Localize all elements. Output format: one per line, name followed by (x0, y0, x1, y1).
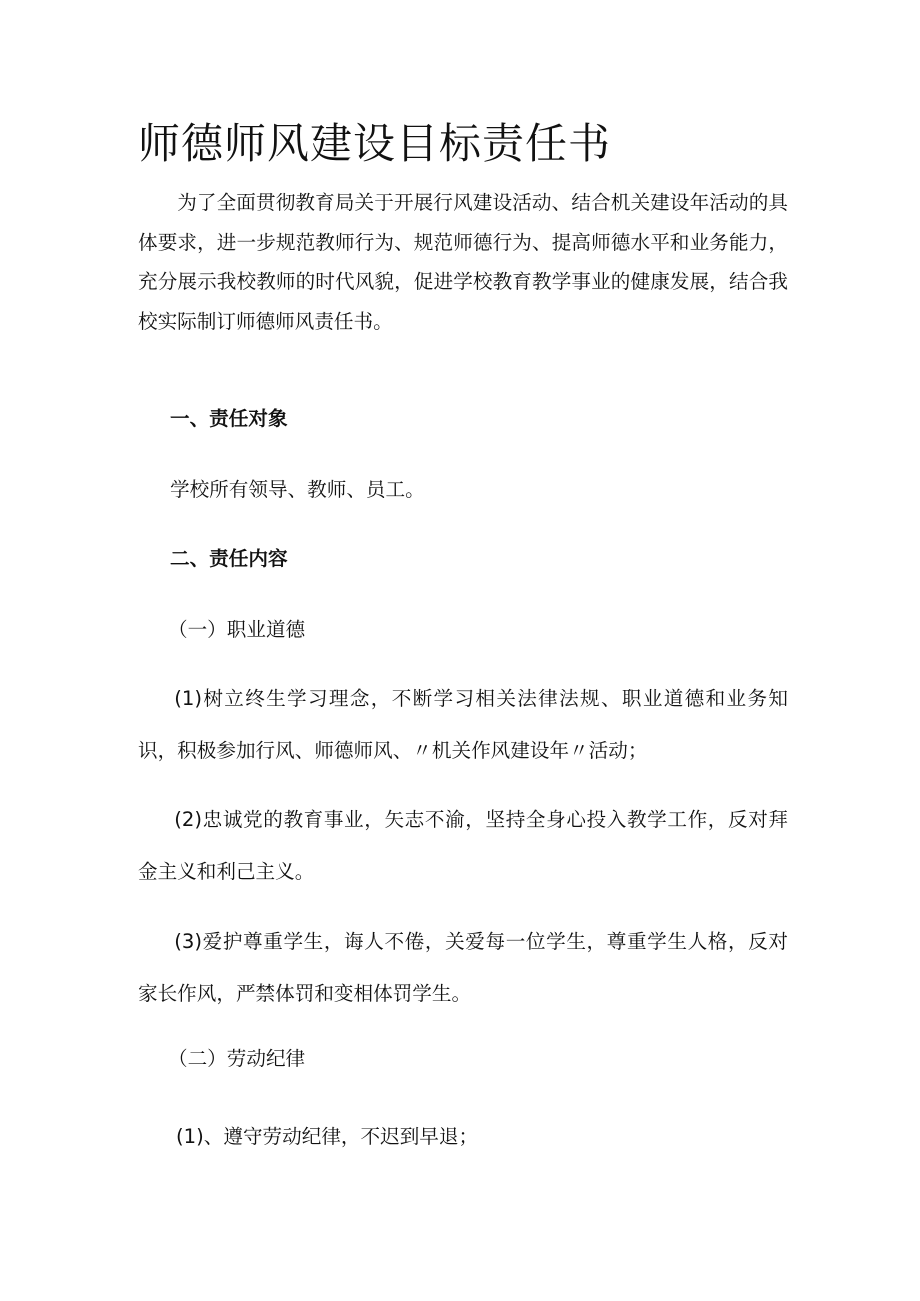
section-heading-responsibility-target: 一、责任对象 (170, 407, 288, 430)
responsibility-target-content: 学校所有领导、教师、员工。 (170, 478, 425, 501)
ethics-item-1: (1)树立终生学习理念，不断学习相关法律法规、职业道德和业务知识，积极参加行风、师德师风、〃机关作风建设年〃活动； (138, 687, 788, 762)
ethics-item-2: (2)忠诚党的教育事业，矢志不渝，坚持全身心投入教学工作，反对拜金主义和利己主义。 (138, 808, 788, 883)
subsection-title-professional-ethics: （一）职业道德 (168, 618, 306, 641)
discipline-item-1: (1)、遵守劳动纪律，不迟到早退； (176, 1125, 479, 1148)
section-heading-responsibility-content: 二、责任内容 (170, 547, 288, 570)
subsection-title-labor-discipline: （二）劳动纪律 (168, 1047, 306, 1070)
document-title: 师德师风建设目标责任书 (138, 119, 612, 168)
intro-paragraph: 为了全面贯彻教育局关于开展行风建设活动、结合机关建设年活动的具体要求，进一步规范教师行为、规范师德行为、提高师德水平和业务能力，充分展示我校教师的时代风貌，促进学校教育教学事业的健康发展，结合我校实际制订师德师风责任书。 (138, 191, 788, 333)
ethics-item-3: (3)爱护尊重学生，诲人不倦，关爱每一位学生，尊重学生人格，反对家长作风，严禁体罚和变相体罚学生。 (138, 930, 788, 1005)
